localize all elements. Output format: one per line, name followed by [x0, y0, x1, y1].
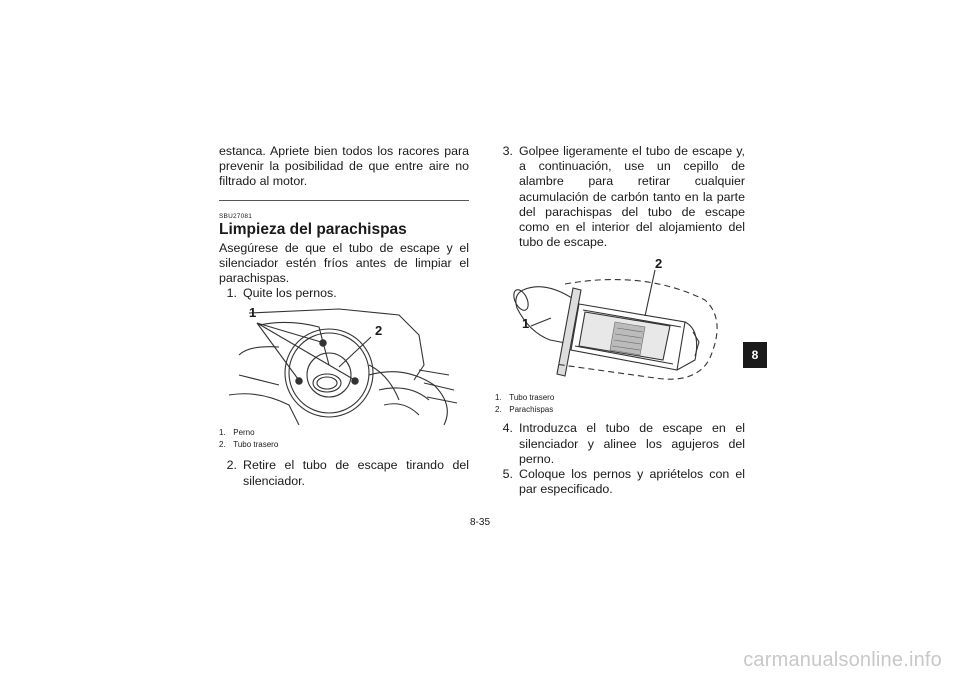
left-column	[219, 144, 469, 489]
callout-1: 1	[249, 305, 257, 321]
spark-arrester-illustration	[495, 260, 745, 390]
figure-spark-arrester	[495, 256, 745, 390]
step-text: Introduzca el tubo de escape en el silenciador y alinee los agujeros del perno.	[519, 421, 745, 466]
step-5	[495, 467, 745, 497]
page-number: 8-35	[469, 517, 490, 528]
exhaust-bolts-illustration	[219, 305, 469, 425]
step-number: 4.	[502, 421, 513, 436]
section-paragraph: Asegúrese de que el tubo de escape y el silenciador estén fríos antes de limpiar el parachispas.	[219, 240, 469, 286]
right-column	[495, 144, 745, 497]
caption-item: 1. Tubo trasero	[495, 393, 555, 403]
caption-list-2	[495, 392, 745, 415]
callout-1: 1	[522, 316, 530, 332]
step-text: Golpee ligeramente el tubo de escape y, a continuación, use un cepillo de alambre para retirar cualquier acumulación de carbón tanto en la parte del parachispas del tubo de escape como en el interior del alojamiento del tubo de escape.	[519, 144, 745, 250]
step-text: Coloque los pernos y apriételos con el par especificado.	[519, 467, 745, 497]
watermark: carmanualsonline.info	[743, 649, 942, 671]
callout-2: 2	[655, 256, 663, 272]
chapter-tab: 8	[743, 342, 767, 368]
step-2	[219, 458, 469, 488]
step-number: 2.	[226, 458, 237, 473]
section-code: SBU27081	[219, 212, 253, 220]
caption-item: 2. Parachispas	[495, 404, 554, 414]
step-text: Quite los pernos.	[243, 286, 337, 301]
figure-bolts	[219, 305, 469, 425]
caption-item: 1. Perno	[219, 428, 255, 438]
step-text: Retire el tubo de escape tirando del silenciador.	[243, 458, 469, 488]
step-1	[219, 286, 469, 301]
step-3	[495, 144, 745, 250]
caption-item: 2. Tubo trasero	[219, 439, 279, 449]
step-number: 5.	[502, 467, 513, 482]
section-divider	[219, 200, 469, 201]
caption-list-1	[219, 427, 469, 450]
section-heading: Limpieza del parachispas	[219, 220, 407, 238]
callout-2: 2	[375, 323, 383, 339]
step-number: 1.	[226, 286, 237, 301]
intro-paragraph: estanca. Apriete bien todos los racores para prevenir la posibilidad de que entre aire no filtrado al motor.	[219, 144, 469, 189]
step-number: 3.	[502, 144, 513, 158]
step-4	[495, 421, 745, 467]
